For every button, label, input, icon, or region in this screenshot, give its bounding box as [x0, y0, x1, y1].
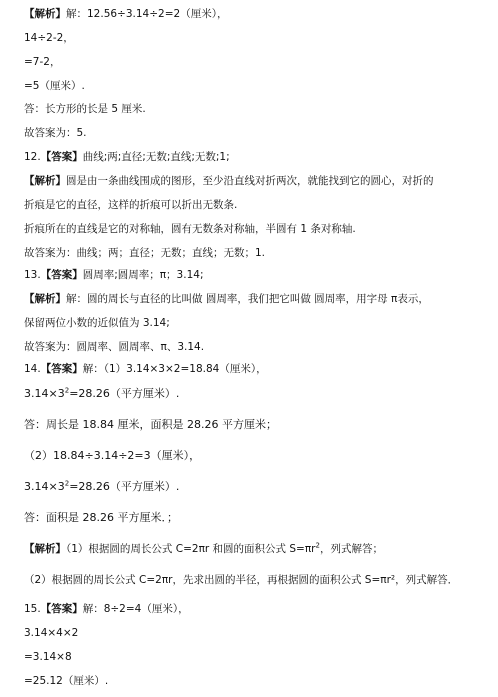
q13-analysis-line	[24, 291, 490, 307]
q14-analysis-cont: （2）根据圆的周长公式 C=2πr，先求出圆的半径，再根据圆的面积公式 S=πr²，列式解答．	[24, 574, 459, 586]
answer-text: 解：8÷2=4（厘米），	[82, 603, 189, 615]
q14-answer-line	[24, 361, 490, 377]
q13-answer-line	[24, 267, 490, 283]
q14-calc-line	[24, 479, 490, 495]
answer-line: 答：长方形的长是 5 厘米.	[24, 103, 146, 115]
q14-answer-text: 答：面积是 28.26 平方厘米．；	[24, 511, 178, 524]
calc-part: =28.26（平方厘米）.	[69, 387, 180, 400]
analysis-tag: 【解析】	[24, 8, 66, 20]
exponent: 2	[64, 386, 70, 395]
calc-line: =5（厘米）.	[24, 80, 85, 92]
calc-part: =28.26（平方厘米）.	[69, 480, 180, 493]
analysis-tag: 【解析】	[24, 175, 66, 187]
analysis-text: （1）根据圆的周长公式 C=2πr 和圆的面积公式 S=πr	[66, 543, 316, 555]
q15-answer-line	[24, 601, 490, 617]
answer-tag: 【答案】	[40, 269, 83, 281]
analysis-tag: 【解析】	[24, 543, 66, 555]
answer-text: 曲线;两;直径;无数;直线;无数;1;	[82, 151, 230, 163]
q15-calc-line: =3.14×8	[24, 651, 72, 663]
answer-tag: 【答案】	[40, 603, 83, 615]
q15-calc-line: 3.14×4×2	[24, 627, 79, 639]
analysis-text: 解：12.56÷3.14÷2=2（厘米），	[66, 8, 228, 20]
q14-calc-line: （2）18.84÷3.14÷2=3（厘米），	[24, 449, 201, 462]
exponent: 2	[315, 541, 320, 550]
q15-calc-line: =25.12（厘米）.	[24, 675, 109, 687]
analysis-text: ，列式解答；	[319, 543, 383, 555]
analysis-text: 解：圆的周长与直径的比叫做 圆周率，我们把它叫做 圆周率，用字母 π表示，	[66, 293, 429, 305]
question-number: 12.	[24, 151, 41, 163]
analysis-line	[24, 6, 490, 22]
calc-part: 3.14×3	[24, 480, 65, 493]
q12-analysis-cont: 折痕是它的直径，这样的折痕可以折出无数条.	[24, 199, 238, 211]
q12-answer-line	[24, 149, 490, 165]
q13-analysis-cont: 保留两位小数的近似值为 3.14;	[24, 317, 170, 329]
analysis-text: 圆是由一条曲线围成的图形，至少沿直线对折两次，就能找到它的圆心，对折的	[66, 175, 434, 187]
calc-line: 14÷2-2，	[24, 32, 74, 44]
q14-calc-line	[24, 386, 490, 402]
q13-final-answer: 故答案为：圆周率、圆周率、π、3.14.	[24, 341, 205, 353]
question-number: 15.	[24, 603, 41, 615]
answer-text: 解：（1）3.14×3×2=18.84（厘米），	[82, 363, 267, 375]
exponent: 2	[64, 479, 70, 488]
q12-final-answer: 故答案为：曲线；两；直径；无数；直线；无数；1.	[24, 247, 266, 259]
q12-analysis-cont: 折痕所在的直线是它的对称轴，圆有无数条对称轴，半圆有 1 条对称轴.	[24, 223, 356, 235]
final-answer-line: 故答案为：5.	[24, 127, 87, 139]
calc-line: =7-2，	[24, 56, 61, 68]
answer-text: 圆周率;圆周率；π；3.14;	[82, 269, 204, 281]
question-number: 13.	[24, 269, 41, 281]
q14-answer-text: 答：周长是 18.84 厘米，面积是 28.26 平方厘米；	[24, 418, 277, 431]
analysis-tag: 【解析】	[24, 293, 66, 305]
answer-tag: 【答案】	[40, 363, 83, 375]
question-number: 14.	[24, 363, 41, 375]
q12-analysis-line	[24, 173, 490, 189]
answer-tag: 【答案】	[40, 151, 83, 163]
q14-analysis-line	[24, 541, 490, 557]
calc-part: 3.14×3	[24, 387, 65, 400]
